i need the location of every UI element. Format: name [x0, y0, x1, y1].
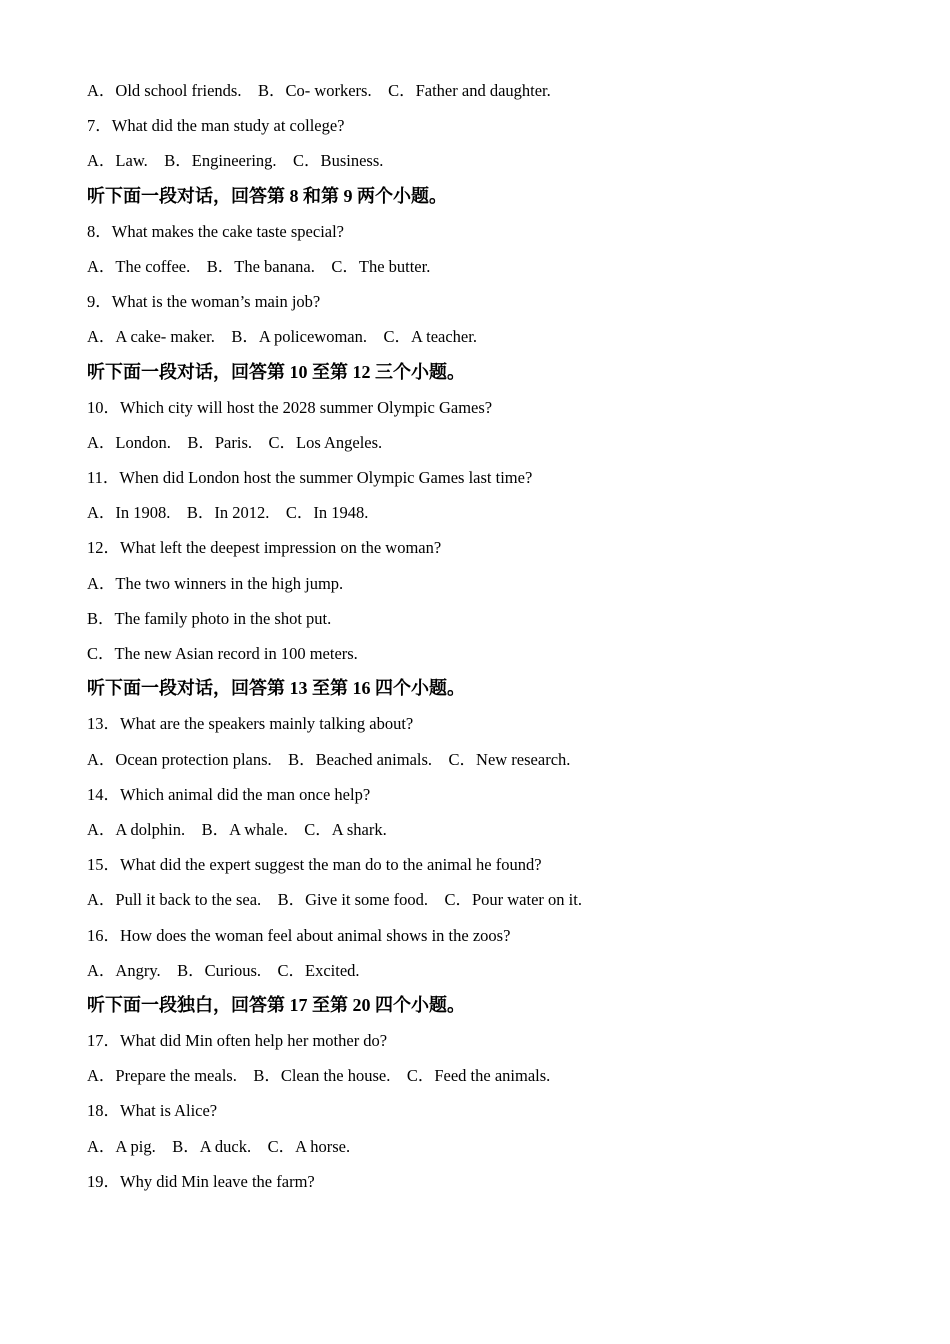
question-14: 14．Which animal did the man once help?	[87, 784, 371, 804]
answer-options-q18: A．A pig. B．A duck. C．A horse.	[87, 1136, 351, 1156]
answer-options-q16: A．Angry. B．Curious. C．Excited.	[87, 960, 360, 980]
answer-option-q12-c: C．The new Asian record in 100 meters.	[87, 644, 358, 663]
answer-option-q12-a: A．The two winners in the high jump.	[87, 573, 344, 593]
question-12: 12．What left the deepest impression on the woman?	[87, 538, 442, 558]
question-9: 9．What is the woman’s main job?	[87, 292, 321, 312]
question-11: 11．When did London host the summer Olympic Games last time?	[87, 468, 533, 488]
question-7: 7．What did the man study at college?	[87, 116, 345, 136]
section-heading-q8-q9: 听下面一段对话，回答第 8 和第 9 两个小题。	[87, 185, 447, 206]
question-15: 15．What did the expert suggest the man do to the animal he found?	[87, 855, 542, 875]
exam-page	[87, 73, 907, 1199]
answer-options-q11: A．In 1908. B．In 2012. C．In 1948.	[87, 503, 369, 523]
question-18: 18．What is Alice?	[87, 1101, 218, 1121]
section-heading-q17-q20: 听下面一段独白，回答第 17 至第 20 四个小题。	[87, 994, 465, 1015]
section-heading-q13-q16: 听下面一段对话，回答第 13 至第 16 四个小题。	[87, 678, 465, 699]
answer-options-q14: A．A dolphin. B．A whale. C．A shark.	[87, 819, 387, 839]
answer-options-q17: A．Prepare the meals. B．Clean the house. C．Feed the animals.	[87, 1066, 551, 1086]
answer-options-q10: A．London. B．Paris. C．Los Angeles.	[87, 432, 383, 452]
answer-options-q13: A．Ocean protection plans. B．Beached animals. C．New research.	[87, 749, 571, 769]
answer-options-q9: A．A cake- maker. B．A policewoman. C．A teacher.	[87, 327, 477, 347]
question-17: 17．What did Min often help her mother do?	[87, 1031, 388, 1051]
answer-options-q6: A．Old school friends. B．Co- workers. C．Father and daughter.	[87, 81, 551, 100]
section-heading-q10-q12: 听下面一段对话，回答第 10 至第 12 三个小题。	[87, 361, 465, 382]
answer-options-q15: A．Pull it back to the sea. B．Give it some food. C．Pour water on it.	[87, 890, 582, 910]
answer-options-q7: A．Law. B．Engineering. C．Business.	[87, 151, 384, 171]
question-13: 13．What are the speakers mainly talking about?	[87, 714, 414, 734]
question-10: 10．Which city will host the 2028 summer Olympic Games?	[87, 397, 493, 417]
question-8: 8．What makes the cake taste special?	[87, 221, 345, 241]
answer-options-q8: A．The coffee. B．The banana. C．The butter.	[87, 256, 431, 276]
answer-option-q12-b: B．The family photo in the shot put.	[87, 608, 332, 628]
question-16: 16．How does the woman feel about animal shows in the zoos?	[87, 925, 511, 945]
question-19: 19．Why did Min leave the farm?	[87, 1171, 315, 1191]
